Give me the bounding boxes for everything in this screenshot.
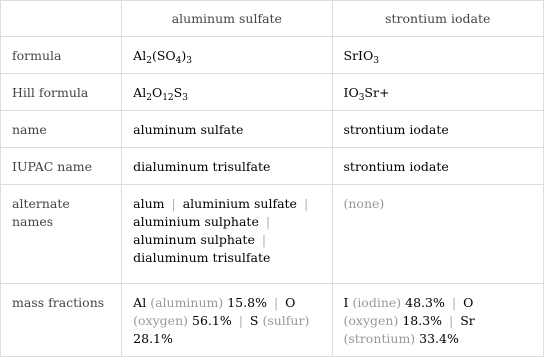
formula-subscript: 3 (186, 56, 192, 66)
formula-subscript: 3 (182, 93, 188, 103)
row-alternate-names (1, 185, 544, 284)
formula-text: S (173, 85, 183, 100)
element-name: (oxygen) (343, 313, 399, 328)
element-name: (iodine) (352, 295, 402, 310)
formula-text: Al (133, 85, 147, 100)
row-label-mass-fractions: mass fractions (1, 284, 122, 357)
formula-subscript: 4 (175, 56, 182, 66)
separator: | (261, 232, 267, 247)
element-symbol: Sr (460, 313, 475, 328)
name-strontium-iodate: strontium iodate (332, 111, 544, 148)
formula-subscript: 2 (146, 56, 152, 66)
hill-formula-strontium-iodate (332, 74, 544, 111)
element-symbol: Al (133, 295, 147, 310)
element-name: (aluminum) (150, 295, 224, 310)
alternate-name: aluminum sulphate (133, 232, 255, 247)
formula-text: ) (181, 48, 187, 63)
mass-fraction-value: 18.3% (402, 313, 443, 328)
formula-text: (SO (151, 48, 176, 63)
header-strontium-iodate: strontium iodate (332, 1, 544, 37)
mass-fraction-value: 15.8% (227, 295, 267, 310)
formula-text: Sr+ (364, 85, 390, 100)
formula-subscript: 2 (146, 93, 152, 103)
separator: | (238, 313, 243, 328)
alternate-names-aluminum-sulfate (122, 185, 332, 284)
mass-fraction-value: 33.4% (419, 331, 459, 346)
element-name: (sulfur) (262, 313, 310, 328)
element-symbol: O (463, 295, 474, 310)
mass-fraction-value: 48.3% (405, 295, 445, 310)
formula-text: SrIO (343, 48, 374, 63)
row-formula (1, 37, 544, 74)
element-symbol: S (249, 313, 259, 328)
alternate-name: aluminium sulphate (133, 214, 259, 229)
header-empty-cell (1, 1, 122, 37)
formula-subscript: 3 (358, 93, 365, 103)
alternate-name: alum (133, 196, 165, 211)
formula-subscript: 3 (373, 56, 379, 66)
row-label-hill-formula: Hill formula (1, 74, 122, 111)
mass-fraction-value: 56.1% (192, 313, 232, 328)
element-name: (strontium) (343, 331, 416, 346)
name-aluminum-sulfate: aluminum sulfate (122, 111, 332, 148)
hill-formula-aluminum-sulfate (122, 74, 332, 111)
row-name (1, 111, 544, 148)
row-hill-formula (1, 74, 544, 111)
element-symbol: I (343, 295, 349, 310)
row-label-alternate-names: alternate names (1, 185, 122, 284)
formula-text: IO (343, 85, 359, 100)
row-label-formula: formula (1, 37, 122, 74)
header-aluminum-sulfate: aluminum sulfate (122, 1, 332, 37)
formula-subscript: 12 (162, 93, 174, 103)
alternate-name: aluminium sulfate (182, 196, 297, 211)
formula-text: O (151, 85, 163, 100)
header-row (1, 1, 544, 37)
separator: | (273, 295, 279, 310)
alternate-name: dialuminum trisulfate (133, 250, 271, 265)
separator: | (451, 295, 457, 310)
iupac-name-aluminum-sulfate: dialuminum trisulfate (122, 148, 332, 185)
separator: | (303, 196, 309, 211)
separator: | (265, 214, 271, 229)
element-symbol: O (285, 295, 296, 310)
mass-fraction-value: 28.1% (133, 331, 173, 346)
row-label-name: name (1, 111, 122, 148)
formula-text: Al (133, 48, 147, 63)
formula-strontium-iodate (332, 37, 544, 74)
alternate-names-strontium-iodate: (none) (332, 185, 544, 284)
row-label-iupac-name: IUPAC name (1, 148, 122, 185)
separator: | (449, 313, 454, 328)
element-name: (oxygen) (133, 313, 189, 328)
formula-aluminum-sulfate (122, 37, 332, 74)
iupac-name-strontium-iodate: strontium iodate (332, 148, 544, 185)
separator: | (171, 196, 176, 211)
row-iupac-name (1, 148, 544, 185)
